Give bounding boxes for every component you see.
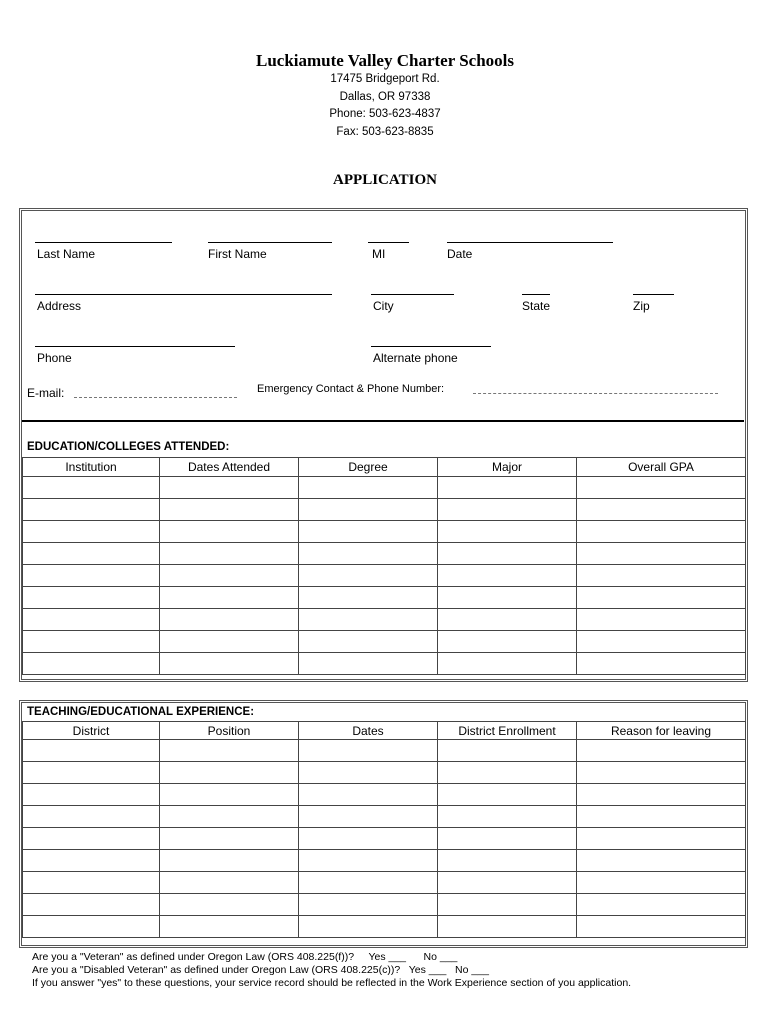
mi-label: MI	[372, 247, 386, 261]
experience-table	[22, 721, 746, 938]
date-label: Date	[447, 247, 473, 261]
table-cell[interactable]	[438, 762, 577, 784]
table-cell[interactable]	[299, 828, 438, 850]
alt-phone-field[interactable]	[371, 346, 491, 347]
table-row	[23, 784, 746, 806]
table-cell[interactable]	[160, 916, 299, 938]
table-cell[interactable]	[23, 543, 160, 565]
table-cell[interactable]	[577, 806, 746, 828]
table-row	[23, 521, 746, 543]
table-row	[23, 762, 746, 784]
table-cell[interactable]	[577, 740, 746, 762]
fax-line: Fax: 503-623-8835	[336, 125, 434, 138]
table-cell[interactable]	[299, 587, 438, 609]
table-cell[interactable]	[299, 740, 438, 762]
city-label: City	[373, 299, 394, 313]
table-row	[23, 653, 746, 675]
email-label: E-mail:	[27, 386, 65, 400]
table-cell[interactable]	[160, 565, 299, 587]
table-cell[interactable]	[23, 828, 160, 850]
table-cell[interactable]	[160, 740, 299, 762]
column-header: Dates Attended	[160, 458, 299, 477]
table-cell[interactable]	[23, 806, 160, 828]
table-cell[interactable]	[23, 631, 160, 653]
table-cell[interactable]	[438, 916, 577, 938]
table-cell[interactable]	[23, 499, 160, 521]
table-cell[interactable]	[160, 543, 299, 565]
table-cell[interactable]	[23, 894, 160, 916]
table-cell[interactable]	[23, 477, 160, 499]
education-heading: EDUCATION/COLLEGES ATTENDED:	[27, 441, 230, 453]
table-cell[interactable]	[23, 740, 160, 762]
table-row	[23, 872, 746, 894]
veteran-question: Are you a "Veteran" as defined under Oregon Law (ORS 408.225(f))? Yes ___ No ___	[32, 951, 458, 963]
table-cell[interactable]	[577, 894, 746, 916]
table-cell[interactable]	[299, 521, 438, 543]
table-cell[interactable]	[438, 499, 577, 521]
table-cell[interactable]	[299, 850, 438, 872]
table-cell[interactable]	[299, 631, 438, 653]
table-cell[interactable]	[299, 806, 438, 828]
table-cell[interactable]	[438, 850, 577, 872]
state-label: State	[522, 299, 551, 313]
table-cell[interactable]	[438, 653, 577, 675]
table-cell[interactable]	[299, 609, 438, 631]
table-cell[interactable]	[299, 894, 438, 916]
table-cell[interactable]	[577, 850, 746, 872]
table-cell[interactable]	[577, 872, 746, 894]
table-cell[interactable]	[438, 543, 577, 565]
phone-field[interactable]	[35, 346, 235, 347]
address-label: Address	[37, 299, 82, 313]
table-cell[interactable]	[299, 477, 438, 499]
table-cell[interactable]	[577, 762, 746, 784]
table-cell[interactable]	[577, 543, 746, 565]
table-cell[interactable]	[23, 565, 160, 587]
experience-header-row	[23, 722, 746, 740]
table-cell[interactable]	[438, 609, 577, 631]
emergency-contact-label: Emergency Contact & Phone Number:	[257, 383, 445, 395]
table-row	[23, 565, 746, 587]
table-cell[interactable]	[23, 784, 160, 806]
zip-label: Zip	[633, 299, 650, 313]
column-header: Reason for leaving	[577, 722, 746, 740]
table-cell[interactable]	[160, 762, 299, 784]
city-state-line: Dallas, OR 97338	[339, 90, 431, 103]
table-cell[interactable]	[160, 477, 299, 499]
school-name: Luckiamute Valley Charter Schools	[255, 51, 514, 70]
table-cell[interactable]	[23, 587, 160, 609]
table-cell[interactable]	[23, 916, 160, 938]
table-cell[interactable]	[577, 477, 746, 499]
table-cell[interactable]	[23, 762, 160, 784]
table-cell[interactable]	[577, 609, 746, 631]
table-row	[23, 477, 746, 499]
table-cell[interactable]	[160, 784, 299, 806]
last-name-field[interactable]	[35, 242, 172, 243]
table-cell[interactable]	[160, 499, 299, 521]
table-cell[interactable]	[577, 587, 746, 609]
table-row	[23, 543, 746, 565]
table-cell[interactable]	[23, 521, 160, 543]
table-cell[interactable]	[577, 653, 746, 675]
column-header: District Enrollment	[438, 722, 577, 740]
column-header: District	[23, 722, 160, 740]
table-cell[interactable]	[577, 828, 746, 850]
table-cell[interactable]	[438, 828, 577, 850]
table-cell[interactable]	[438, 894, 577, 916]
phone-label: Phone	[37, 351, 72, 365]
emergency-contact-field[interactable]	[473, 393, 718, 394]
column-header: Position	[160, 722, 299, 740]
zip-field[interactable]	[633, 294, 674, 295]
table-row	[23, 609, 746, 631]
address-block	[0, 71, 770, 141]
phone-line: Phone: 503-623-4837	[329, 108, 441, 120]
table-cell[interactable]	[23, 850, 160, 872]
table-cell[interactable]	[299, 916, 438, 938]
first-name-label: First Name	[208, 247, 267, 261]
table-row	[23, 631, 746, 653]
table-cell[interactable]	[160, 806, 299, 828]
table-cell[interactable]	[299, 872, 438, 894]
education-header-row	[23, 458, 746, 477]
address-field[interactable]	[35, 294, 332, 295]
first-name-field[interactable]	[208, 242, 332, 243]
table-row	[23, 850, 746, 872]
table-cell[interactable]	[577, 499, 746, 521]
table-cell[interactable]	[299, 499, 438, 521]
table-cell[interactable]	[160, 587, 299, 609]
table-cell[interactable]	[438, 872, 577, 894]
email-field[interactable]	[74, 397, 237, 398]
section-divider	[22, 420, 744, 422]
education-table	[22, 457, 746, 675]
table-row	[23, 894, 746, 916]
table-cell[interactable]	[23, 872, 160, 894]
table-cell[interactable]	[438, 631, 577, 653]
state-field[interactable]	[522, 294, 550, 295]
table-row	[23, 828, 746, 850]
table-cell[interactable]	[438, 477, 577, 499]
table-cell[interactable]	[438, 740, 577, 762]
table-row	[23, 499, 746, 521]
table-cell[interactable]	[299, 565, 438, 587]
table-cell[interactable]	[577, 521, 746, 543]
service-record-note: If you answer "yes" to these questions, your service record should be reflected in the Work Experience section of you application.	[32, 977, 632, 989]
column-header: Dates	[299, 722, 438, 740]
table-cell[interactable]	[160, 872, 299, 894]
table-cell[interactable]	[577, 916, 746, 938]
city-field[interactable]	[371, 294, 454, 295]
table-cell[interactable]	[299, 762, 438, 784]
table-cell[interactable]	[160, 631, 299, 653]
table-row	[23, 806, 746, 828]
street-line: 17475 Bridgeport Rd.	[330, 73, 440, 85]
column-header: Major	[438, 458, 577, 477]
mi-field[interactable]	[368, 242, 409, 243]
table-cell[interactable]	[160, 828, 299, 850]
table-cell[interactable]	[438, 521, 577, 543]
table-cell[interactable]	[299, 653, 438, 675]
table-cell[interactable]	[299, 543, 438, 565]
form-title: APPLICATION	[333, 172, 437, 188]
disabled-veteran-question: Are you a "Disabled Veteran" as defined under Oregon Law (ORS 408.225(c))? Yes ___ No ___	[32, 964, 489, 976]
table-row	[23, 916, 746, 938]
table-row	[23, 740, 746, 762]
table-cell[interactable]	[23, 653, 160, 675]
last-name-label: Last Name	[37, 247, 96, 261]
column-header: Institution	[23, 458, 160, 477]
table-cell[interactable]	[438, 587, 577, 609]
table-cell[interactable]	[160, 850, 299, 872]
table-cell[interactable]	[438, 784, 577, 806]
table-cell[interactable]	[160, 609, 299, 631]
column-header: Overall GPA	[577, 458, 746, 477]
alt-phone-label: Alternate phone	[373, 351, 458, 365]
table-cell[interactable]	[160, 521, 299, 543]
table-cell[interactable]	[299, 784, 438, 806]
table-cell[interactable]	[160, 653, 299, 675]
column-header: Degree	[299, 458, 438, 477]
table-cell[interactable]	[577, 565, 746, 587]
table-cell[interactable]	[577, 784, 746, 806]
table-cell[interactable]	[577, 631, 746, 653]
experience-heading: TEACHING/EDUCATIONAL EXPERIENCE:	[27, 706, 255, 718]
table-cell[interactable]	[23, 609, 160, 631]
table-cell[interactable]	[438, 565, 577, 587]
table-cell[interactable]	[438, 806, 577, 828]
table-cell[interactable]	[160, 894, 299, 916]
table-row	[23, 587, 746, 609]
date-field[interactable]	[447, 242, 613, 243]
